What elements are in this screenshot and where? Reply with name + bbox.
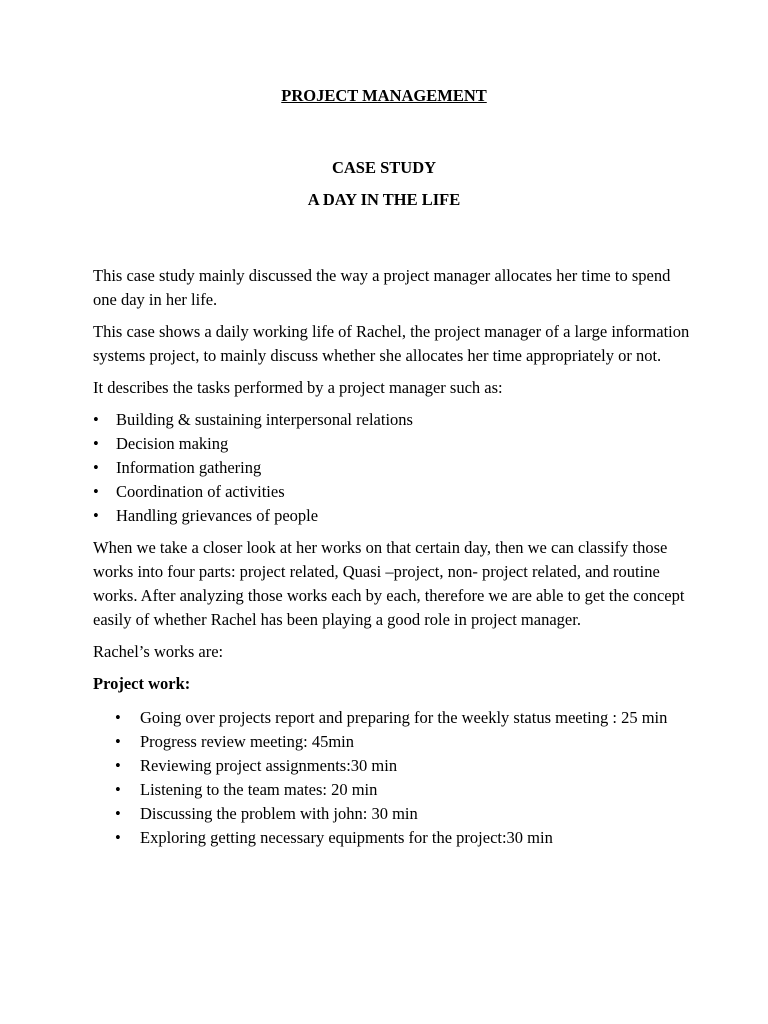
list-item-text: Coordination of activities: [116, 482, 285, 501]
tasks-list: [93, 408, 693, 528]
list-item-text: Discussing the problem with john: 30 min: [140, 804, 418, 823]
intro-paragraph: This case study mainly discussed the way a project manager allocates her time to spend one day in her life.: [93, 266, 671, 309]
list-item: [115, 730, 700, 754]
list-item: [93, 504, 693, 528]
bullet-icon: •: [115, 780, 121, 799]
list-item: [93, 408, 693, 432]
list-item: [93, 456, 693, 480]
tasks-intro-paragraph: It describes the tasks performed by a project manager such as:: [93, 378, 503, 397]
list-item-text: Handling grievances of people: [116, 506, 319, 525]
list-item-text: Progress review meeting: 45min: [140, 732, 355, 751]
project-work-list: [115, 706, 693, 850]
list-item: [93, 480, 693, 504]
document-subtitle-day-in-life: A DAY IN THE LIFE: [307, 190, 461, 209]
bullet-icon: •: [93, 482, 99, 501]
document-subtitle-case-study: CASE STUDY: [331, 158, 437, 177]
classification-paragraph: When we take a closer look at her works on that certain day, then we can classify those works into four parts: project related, Quasi –project, non- project related, and routine works. After analyzing those works each by each, therefore we are able to get the concept easily of whether Rachel has been playing a good role in project manager.: [93, 538, 685, 629]
list-item: [115, 754, 700, 778]
bullet-icon: •: [93, 410, 99, 429]
bullet-icon: •: [115, 708, 121, 727]
list-item-text: Building & sustaining interpersonal relations: [116, 410, 413, 429]
project-work-heading: Project work:: [93, 674, 191, 693]
list-item-text: Information gathering: [116, 458, 262, 477]
list-item-text: Exploring getting necessary equipments for the project:30 min: [140, 828, 553, 847]
bullet-icon: •: [93, 506, 99, 525]
works-intro-paragraph: Rachel’s works are:: [93, 642, 224, 661]
bullet-icon: •: [115, 732, 121, 751]
bullet-icon: •: [93, 458, 99, 477]
list-item-text: Listening to the team mates: 20 min: [140, 780, 378, 799]
list-item: [93, 432, 693, 456]
list-item: [115, 802, 700, 826]
list-item: [115, 778, 700, 802]
list-item-text: Decision making: [116, 434, 229, 453]
list-item-text: Going over projects report and preparing for the weekly status meeting : 25 min: [140, 708, 668, 727]
case-description-paragraph: This case shows a daily working life of Rachel, the project manager of a large information systems project, to mainly discuss whether she allocates her time appropriately or not.: [93, 322, 690, 365]
list-item: [115, 826, 700, 850]
document-title: PROJECT MANAGEMENT: [281, 86, 487, 105]
list-item: [115, 706, 700, 730]
bullet-icon: •: [115, 828, 121, 847]
bullet-icon: •: [115, 756, 121, 775]
list-item-text: Reviewing project assignments:30 min: [140, 756, 398, 775]
bullet-icon: •: [115, 804, 121, 823]
bullet-icon: •: [93, 434, 99, 453]
document-body: [93, 84, 693, 850]
